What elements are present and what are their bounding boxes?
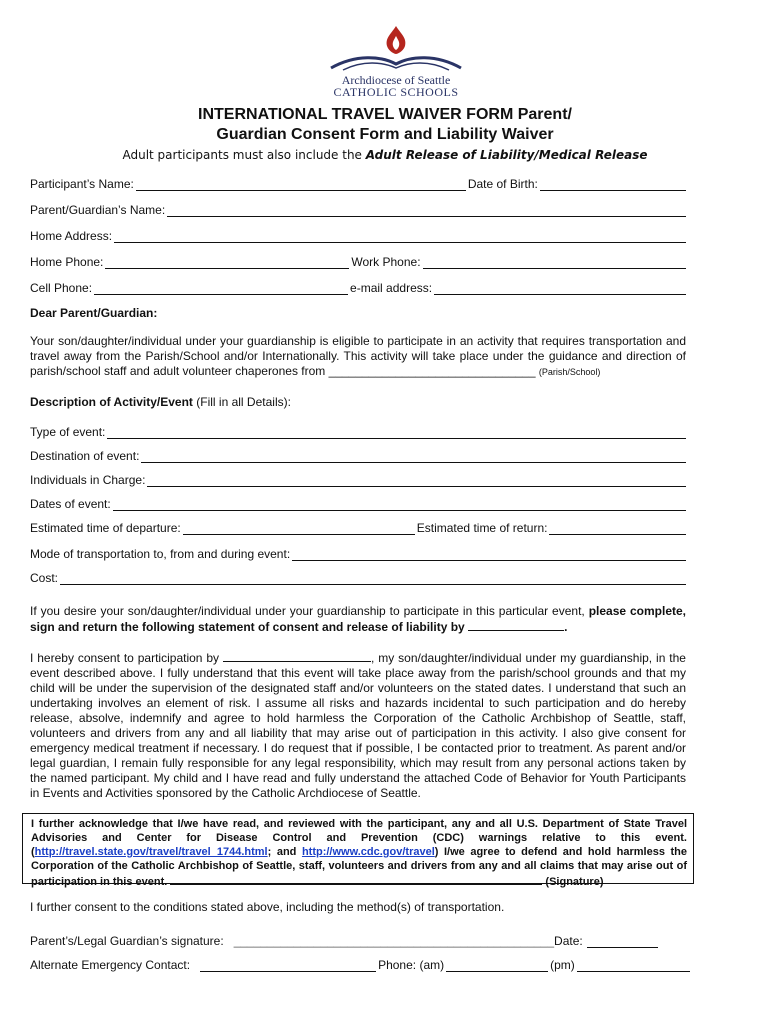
home-phone-field[interactable] xyxy=(105,257,349,269)
guardian-signature-row xyxy=(30,934,658,948)
logo-text-archdiocese: Archdiocese of Seattle xyxy=(341,73,451,87)
phone-row xyxy=(30,255,686,269)
parish-school-label: (Parish/School) xyxy=(538,367,601,377)
intro-paragraph xyxy=(30,334,686,380)
participant-row xyxy=(30,177,686,191)
parish-school-blank[interactable]: _______________________________ xyxy=(328,364,536,378)
date-label: Date: xyxy=(554,934,583,948)
cdc-travel-link[interactable]: http://www.cdc.gov/travel xyxy=(301,846,435,858)
cell-phone-label: Cell Phone: xyxy=(30,281,93,295)
archdiocese-logo xyxy=(306,24,486,99)
consent-prefix: I hereby consent to participation by xyxy=(30,651,220,665)
alternate-contact-row xyxy=(30,958,690,972)
subtitle-emphasis: Adult Release of Liability/Medical Release xyxy=(365,148,648,162)
guardian-signature-field[interactable]: ________________________________________________ xyxy=(233,934,555,948)
mode-label: Mode of transportation to, from and during event: xyxy=(30,547,291,561)
dob-field[interactable] xyxy=(540,179,686,191)
event-type-label: Type of event: xyxy=(30,425,106,439)
phone-pm-label: (pm) xyxy=(550,958,575,972)
acknowledgement-box xyxy=(22,813,694,888)
individuals-field[interactable] xyxy=(147,475,686,487)
destination-row xyxy=(30,449,686,463)
desire-bold-text: please complete, sign and return the following statement of consent and release of liability by xyxy=(30,604,686,634)
return-field[interactable] xyxy=(549,523,686,535)
return-label: Estimated time of return: xyxy=(416,521,548,535)
alternate-contact-label: Alternate Emergency Contact: xyxy=(30,958,191,972)
guardian-name-field[interactable] xyxy=(167,205,686,217)
state-travel-link[interactable]: http://travel.state.gov/travel/travel_1744.html xyxy=(34,846,268,858)
flame-book-icon xyxy=(321,24,471,72)
guardian-name-label: Parent/Guardian’s Name: xyxy=(30,203,166,217)
form-subtitle xyxy=(0,148,770,162)
departure-label: Estimated time of departure: xyxy=(30,521,181,535)
description-heading xyxy=(30,395,686,410)
ack-part-2: ; and xyxy=(267,846,302,858)
intro-text: Your son/daughter/individual under your guardianship is eligible to participate in an activity that requires transportation and travel away from the Parish/School and/or Internationally. This activity will take place under the guidance and direction of parish/school staff and adult volunteer chaperones from xyxy=(30,334,686,378)
guardian-row xyxy=(30,203,686,217)
ack-part-3: ) I/we agree to defend and hold harmless the Corporation of the Catholic Archbishop of Seattle, staff, volunteers and drivers from any and all claims that may arise out of participation in this event. xyxy=(31,846,687,888)
participant-name-label: Participant’s Name: xyxy=(30,177,134,191)
cost-field[interactable] xyxy=(60,573,686,585)
cost-row xyxy=(30,571,686,585)
email-field[interactable] xyxy=(434,283,686,295)
consent-body: , my son/daughter/individual under my guardianship, in the event described above. I fully understand that this event will take place away from the parish/school grounds and that my child will be under the supervision of the designated staff and/or volunteers on the stated dates. I understand that such an undertaking involves an element of risk. I assume all risks and hazards incidental to such participation and do hereby release, absolve, indemnify and agree to hold harmless the Corporation of the Catholic Archbishop of Seattle, staff, volunteers and drivers from any and all liability that may arise out of participation in this activity. I also give consent for emergency medical treatment if necessary. I do request that if possible, I be contacted prior to treatment. As parent and/or legal guardian, I remain fully responsible for any legal responsibility, which may result from any personal actions taken by the named participant. My child and I have read and fully understand the attached Code of Behavior for Youth Participants in Events and Activities sponsored by the Catholic Archdiocese of Seattle. xyxy=(30,651,686,800)
ack-signature-label: (Signature) xyxy=(545,876,604,888)
return-by-date-field[interactable] xyxy=(468,619,564,631)
dear-heading: Dear Parent/Guardian: xyxy=(30,306,158,320)
mode-field[interactable] xyxy=(292,549,686,561)
desire-paragraph: If you desire your son/daughter/individual under your guardianship to participate in this particular event, please complete, sign and return the following statement of consent and release of liability by . xyxy=(30,604,686,634)
destination-label: Destination of event: xyxy=(30,449,140,463)
logo-text-schools: CATHOLIC SCHOOLS xyxy=(333,85,459,99)
home-phone-label: Home Phone: xyxy=(30,255,104,269)
event-type-field[interactable] xyxy=(107,427,686,439)
event-type-row xyxy=(30,425,686,439)
guardian-signature-label: Parent’s/Legal Guardian’s signature: xyxy=(30,934,224,948)
title-line-2: Guardian Consent Form and Liability Waiver xyxy=(216,126,554,143)
address-row xyxy=(30,229,686,243)
phone-am-label: Phone: (am) xyxy=(378,958,445,972)
ack-signature-field[interactable] xyxy=(170,873,542,885)
dates-row xyxy=(30,497,686,511)
description-heading-bold: Description of Activity/Event xyxy=(30,395,193,409)
phone-am-field[interactable] xyxy=(446,960,548,972)
mode-row xyxy=(30,547,686,561)
further-consent-text: I further consent to the conditions stated above, including the method(s) of transportation. xyxy=(30,900,505,914)
dob-label: Date of Birth: xyxy=(467,177,538,191)
title-line-1: INTERNATIONAL TRAVEL WAIVER FORM Parent/ xyxy=(198,106,572,123)
ack-part-1: I further acknowledge that I/we have read, and reviewed with the participant, any and all U.S. Department of State Travel Advisories and Center for Disease Control and Prevention (CDC) warnings relative to this event. ( xyxy=(31,818,687,858)
departure-field[interactable] xyxy=(183,523,415,535)
date-field[interactable] xyxy=(587,936,658,948)
individuals-row xyxy=(30,473,686,487)
home-address-label: Home Address: xyxy=(30,229,113,243)
participant-name-field[interactable] xyxy=(136,179,466,191)
cell-phone-field[interactable] xyxy=(94,283,348,295)
dates-field[interactable] xyxy=(113,499,686,511)
phone-pm-field[interactable] xyxy=(577,960,690,972)
work-phone-label: Work Phone: xyxy=(351,255,421,269)
participant-consent-field[interactable] xyxy=(223,650,371,662)
individuals-label: Individuals in Charge: xyxy=(30,473,146,487)
work-phone-field[interactable] xyxy=(423,257,686,269)
description-heading-note: (Fill in all Details): xyxy=(192,395,291,409)
dates-label: Dates of event: xyxy=(30,497,111,511)
cell-row xyxy=(30,281,686,295)
alternate-contact-field[interactable] xyxy=(200,960,376,972)
email-label: e-mail address: xyxy=(350,281,433,295)
cost-label: Cost: xyxy=(30,571,59,585)
acknowledgement-text xyxy=(31,817,687,889)
consent-paragraph xyxy=(30,650,686,801)
form-title xyxy=(0,105,770,145)
desire-text: If you desire your son/daughter/individual under your guardianship to participate in this particular event, xyxy=(30,604,589,618)
times-row xyxy=(30,521,686,535)
destination-field[interactable] xyxy=(141,451,686,463)
home-address-field[interactable] xyxy=(114,231,686,243)
subtitle-text: Adult participants must also include the xyxy=(122,148,366,162)
